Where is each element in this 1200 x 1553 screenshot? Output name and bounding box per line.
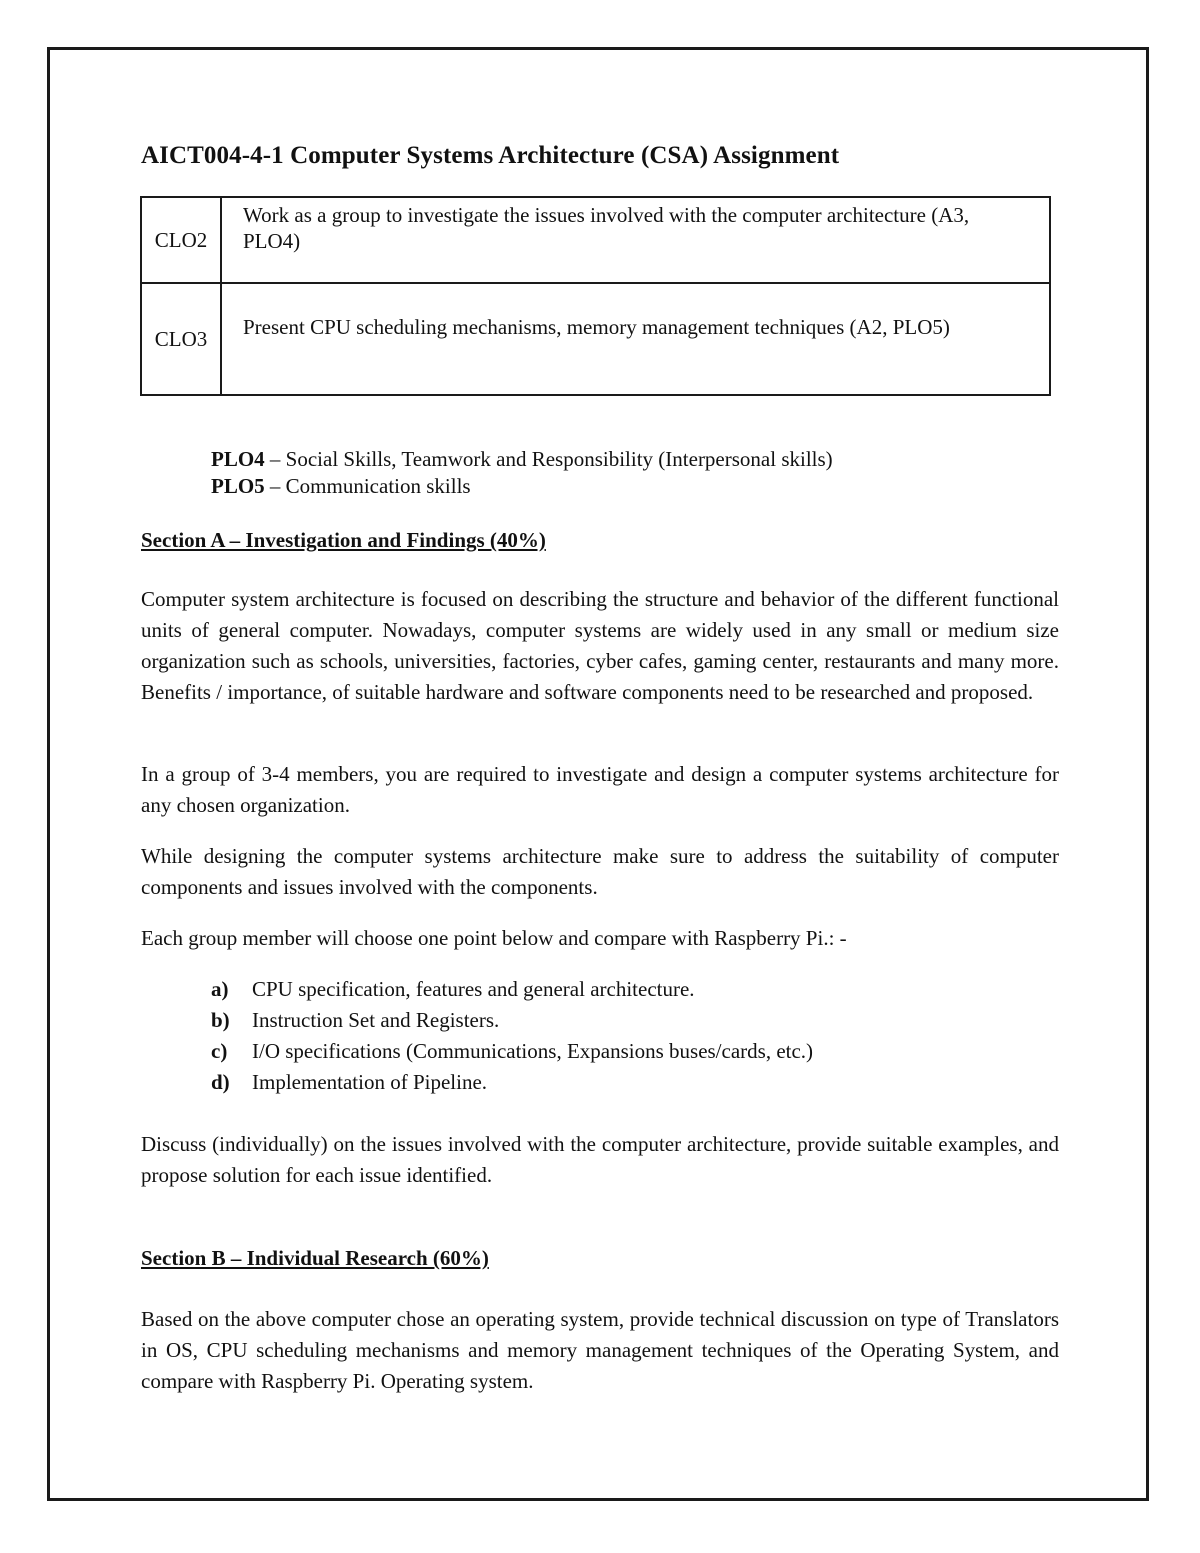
list-marker: d)	[211, 1070, 230, 1094]
plo-text: – Communication skills	[264, 474, 471, 498]
section-b-heading: Section B – Individual Research (60%)	[141, 1246, 489, 1270]
list-text: CPU specification, features and general architecture.	[252, 977, 695, 1001]
clo-row	[141, 283, 1050, 395]
section-a-paragraph: In a group of 3-4 members, you are required to investigate and design a computer systems architecture for any chosen organization.	[141, 762, 1059, 817]
list-text: Implementation of Pipeline.	[252, 1070, 488, 1094]
plo-item	[211, 446, 833, 473]
list-marker: b)	[211, 1008, 230, 1032]
option-list	[211, 974, 813, 1098]
document-title: AICT004-4-1 Computer Systems Architecture (CSA) Assignment	[141, 142, 840, 169]
list-item	[211, 974, 813, 1005]
plo-list	[211, 446, 833, 500]
clo-description: Work as a group to investigate the issues involved with the computer architecture (A3, PLO4)	[221, 197, 1050, 283]
clo-code: CLO3	[141, 283, 221, 395]
plo-code: PLO4	[211, 447, 265, 471]
list-marker: a)	[211, 977, 229, 1001]
list-item	[211, 1036, 813, 1067]
section-b-paragraph: Based on the above computer chose an operating system, provide technical discussion on type of Translators in OS, CPU scheduling mechanisms and memory management techniques of the Operating System, and compare with Raspberry Pi. Operating system.	[141, 1307, 1059, 1393]
plo-text: – Social Skills, Teamwork and Responsibility (Interpersonal skills)	[264, 447, 833, 471]
section-a-paragraph: While designing the computer systems architecture make sure to address the suitability of computer components and issues involved with the components.	[141, 844, 1059, 899]
list-text: I/O specifications (Communications, Expansions buses/cards, etc.)	[252, 1039, 814, 1063]
clo-row	[141, 197, 1050, 283]
section-a-closing: Discuss (individually) on the issues involved with the computer architecture, provide suitable examples, and propose solution for each issue identified.	[141, 1132, 1059, 1187]
list-item	[211, 1067, 813, 1098]
section-a-paragraph: Computer system architecture is focused on describing the structure and behavior of the different functional units of general computer. Nowadays, computer systems are widely used in any small or medium size organization such as schools, universities, factories, cyber cafes, gaming center, restaurants and many more. Benefits / importance, of suitable hardware and software components need to be researched and proposed.	[141, 587, 1059, 704]
list-text: Instruction Set and Registers.	[252, 1008, 500, 1032]
list-marker: c)	[211, 1039, 228, 1063]
clo-code: CLO2	[141, 197, 221, 283]
list-item	[211, 1005, 813, 1036]
clo-description: Present CPU scheduling mechanisms, memory management techniques (A2, PLO5)	[221, 283, 1050, 395]
clo-table	[140, 196, 1051, 396]
plo-item	[211, 473, 833, 500]
section-a-paragraph: Each group member will choose one point below and compare with Raspberry Pi.: -	[141, 926, 847, 950]
plo-code: PLO5	[211, 474, 265, 498]
section-a-heading: Section A – Investigation and Findings (40%)	[141, 528, 546, 552]
